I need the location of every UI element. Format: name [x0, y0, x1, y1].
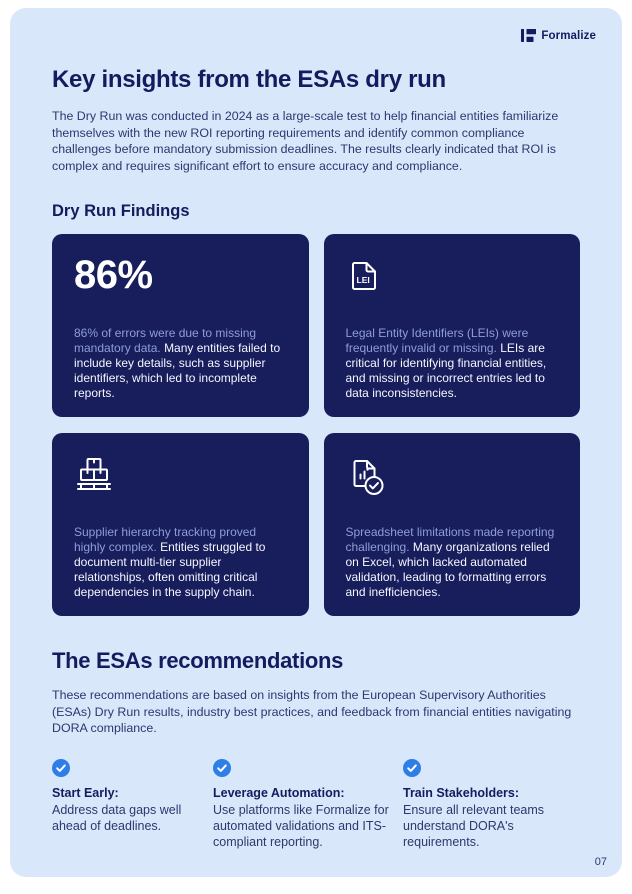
lei-icon-label: LEI [356, 275, 370, 285]
recommendation-title: Train Stakeholders: [403, 785, 520, 800]
brand-logo [521, 29, 596, 42]
finding-card-text [346, 525, 559, 599]
finding-card-missing-data [52, 234, 309, 417]
recommendation-body: Use platforms like Formalize for automated validations and ITS-compliant reporting. [213, 802, 389, 849]
finding-card-supplier-hierarchy [52, 433, 309, 616]
check-circle-icon [52, 759, 70, 777]
finding-body: Entities struggled to document multi-tier supplier relationships, often omitting critical dependencies in the supply chain. [74, 539, 266, 599]
recommendation-start-early [52, 759, 213, 851]
check-circle-icon [403, 759, 421, 777]
findings-grid [52, 234, 580, 616]
finding-highlight: Supplier hierarchy tracking proved highly complex. [74, 525, 257, 554]
formalize-logo-icon [521, 29, 536, 42]
finding-highlight: Legal Entity Identifiers (LEIs) were frequently invalid or missing. [345, 326, 529, 355]
content-sheet [10, 8, 622, 877]
check-circle-icon [213, 759, 231, 777]
finding-card-icon-area [346, 254, 559, 326]
recommendation-body: Address data gaps well ahead of deadlines. [52, 802, 182, 833]
finding-body: Many organizations relied on Excel, which lacked automated validation, leading to formatting errors and inefficiencies. [345, 539, 550, 599]
finding-card-stat-area [74, 254, 287, 326]
lei-document-icon [346, 258, 382, 294]
finding-card-text [346, 326, 559, 400]
finding-card-icon-area [346, 453, 559, 525]
intro-paragraph: The Dry Run was conducted in 2024 as a large-scale test to help financial entities familiarize themselves with the new ROI reporting requirements and identify common compliance challenges before mandatory submission deadlines. The results clearly indicated that ROI is complex and requires significant effort to ensure accuracy and compliance. [52, 109, 559, 173]
page-title: Key insights from the ESAs dry run [52, 66, 446, 93]
findings-heading: Dry Run Findings [52, 202, 190, 220]
finding-card-spreadsheet [324, 433, 581, 616]
finding-card-text [74, 326, 287, 400]
finding-highlight: 86% of errors were due to missing mandatory data. [74, 326, 257, 355]
recommendations-row [52, 759, 580, 851]
brand-name: Formalize [541, 29, 596, 42]
page-number: 07 [594, 856, 607, 868]
recommendation-title: Start Early: [52, 785, 119, 800]
finding-highlight: Spreadsheet limitations made reporting challenging. [345, 525, 555, 554]
stat-value: 86% [74, 253, 153, 297]
spreadsheet-check-icon [346, 457, 386, 497]
finding-card-text [74, 525, 287, 599]
recommendation-leverage-automation [213, 759, 403, 851]
supply-chain-pallet-icon [74, 457, 114, 493]
recommendation-train-stakeholders [403, 759, 580, 851]
recommendations-intro: These recommendations are based on insights from the European Supervisory Authorities (ESAs) Dry Run results, industry best practices, and feedback from financial entities navigating DORA compliance. [52, 688, 572, 735]
recommendations-heading: The ESAs recommendations [52, 648, 344, 673]
finding-body: Many entities failed to include key details, such as supplier identifiers, which led to incomplete reports. [74, 340, 281, 400]
finding-card-lei [324, 234, 581, 417]
finding-body: LEIs are critical for identifying financial entities, and missing or incorrect entries led to data inconsistencies. [345, 340, 547, 400]
recommendation-body: Ensure all relevant teams understand DORA's requirements. [403, 802, 545, 849]
finding-card-icon-area [74, 453, 287, 525]
recommendation-title: Leverage Automation: [213, 785, 345, 800]
